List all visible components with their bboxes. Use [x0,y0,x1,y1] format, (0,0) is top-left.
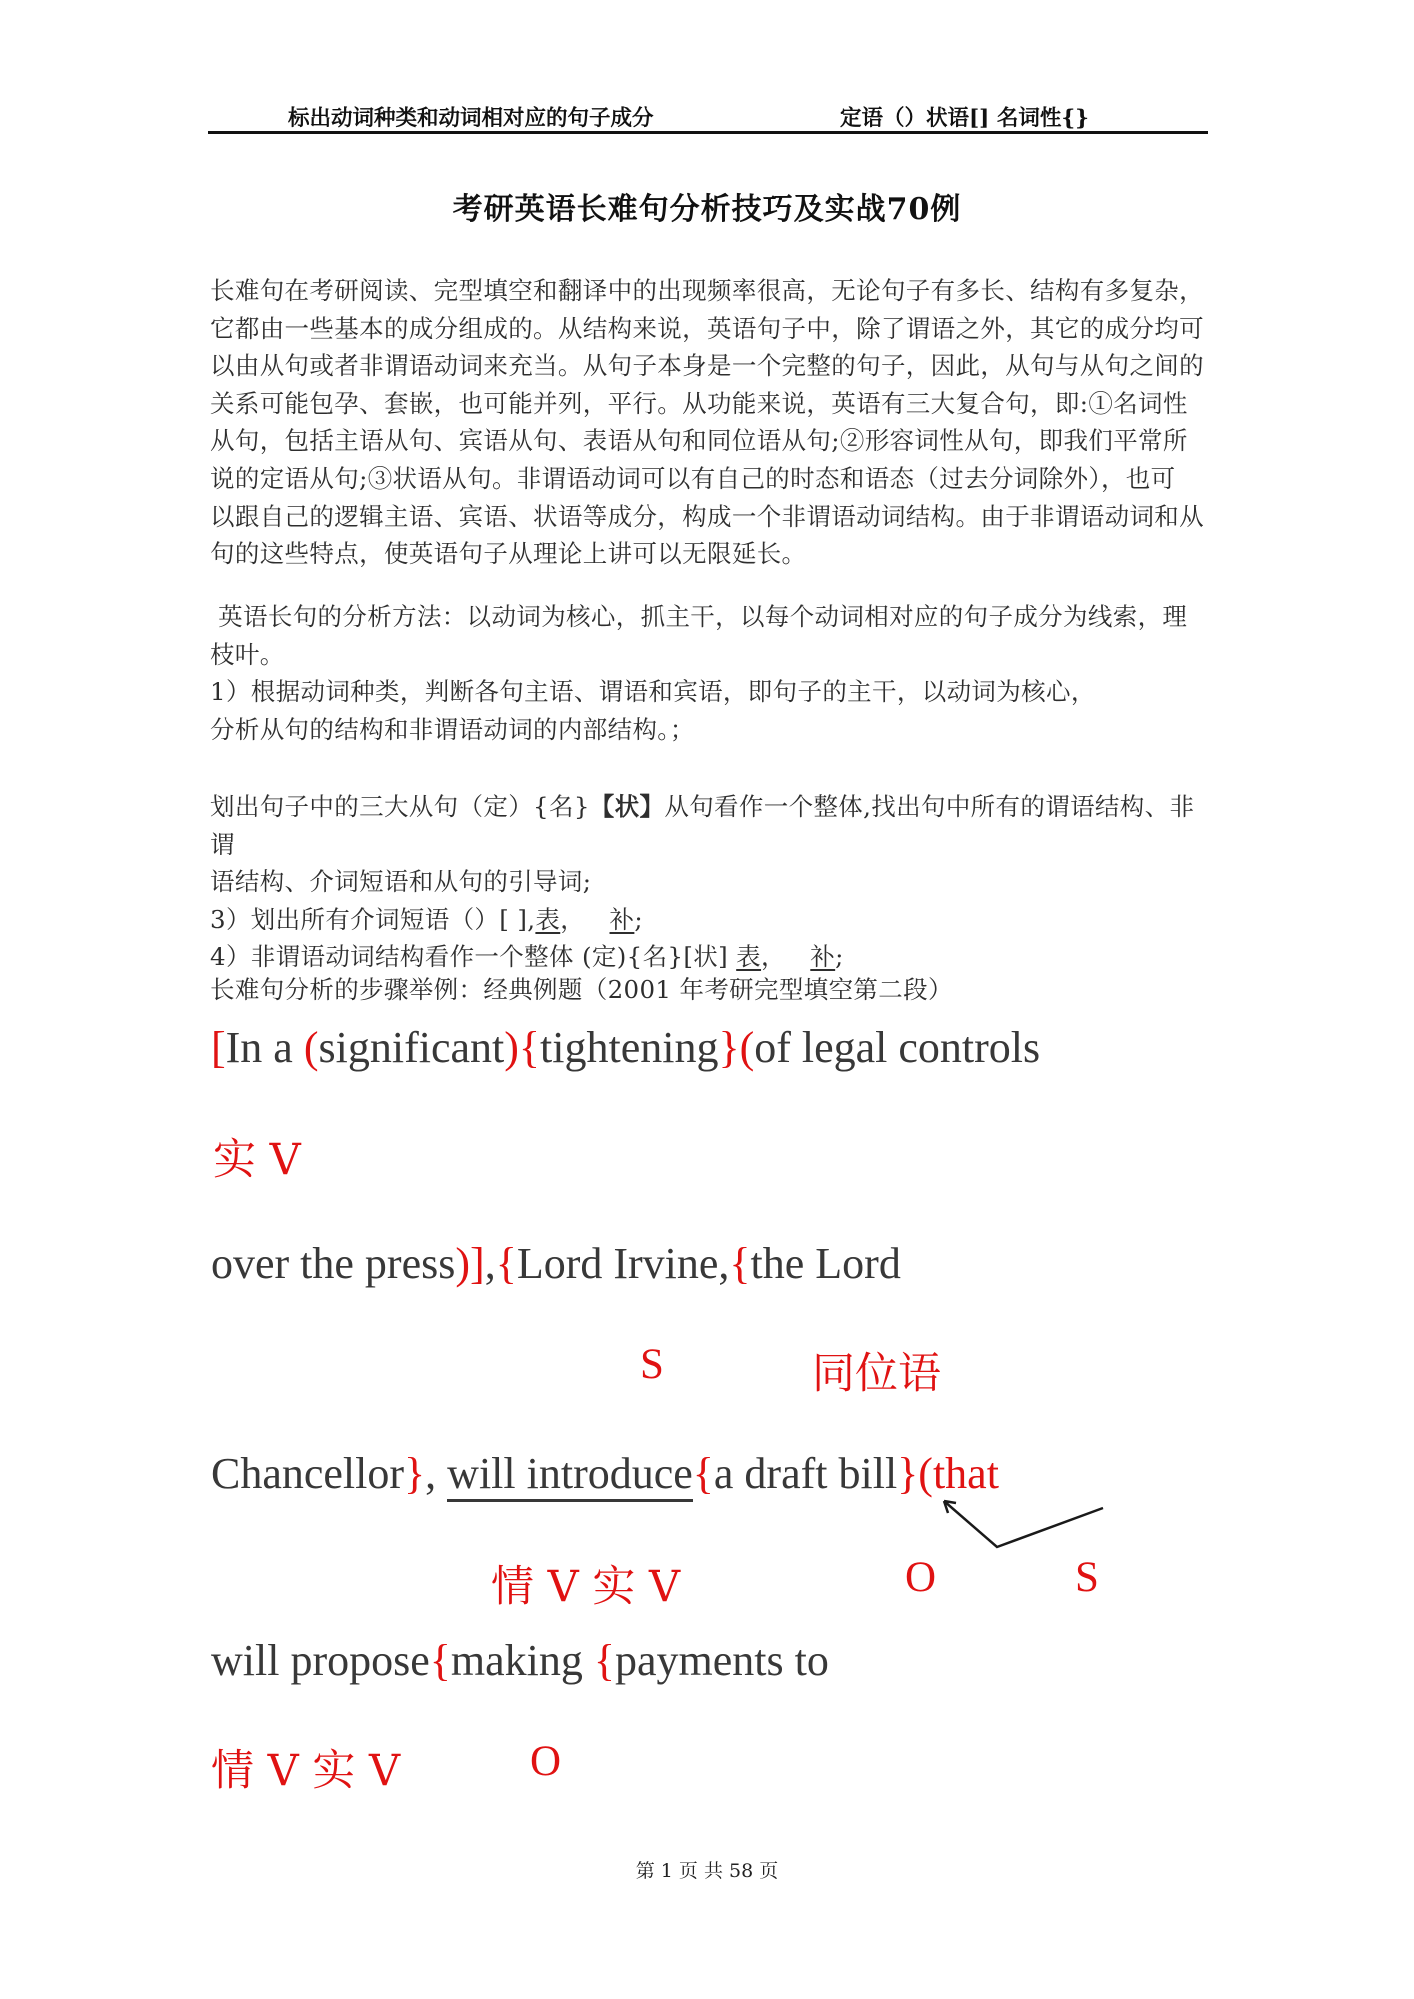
bracket-mark: { [729,1239,751,1288]
example-caption: 长难句分析的步骤举例：经典例题（2001 年考研完型填空第二段） [210,975,953,1004]
sentence-text: tightening [540,1023,719,1072]
example-sentence-line [211,1238,901,1289]
sentence-text: significant [318,1023,505,1072]
annotation-object: O [530,1738,562,1785]
intro-line: 它都由一些基本的成分组成的。从结构来说，英语句子中，除了谓语之外，其它的成分均可 [210,313,1204,343]
method-paragraph [210,598,1210,748]
clause-rule-text: ; [634,904,643,934]
bracket-mark: } [897,1449,919,1498]
bracket-mark: ( [739,1023,755,1072]
header-left-text: 标出动词种类和动词相对应的句子成分 [288,106,654,131]
bracket-mark: { [593,1636,615,1685]
bracket-mark: )] [455,1239,485,1288]
clause-rule-text: ， [560,904,610,934]
intro-paragraph [210,272,1210,573]
red-clause-start: (that [918,1449,999,1498]
annotation-apposition: 同位语 [812,1349,941,1399]
sentence-text: In a [225,1023,304,1072]
clause-rule-text: 4）非谓语动词结构看作一个整体 (定){名}[状] [210,942,737,972]
sentence-text: , [425,1449,448,1498]
clause-rule-line [210,788,1210,863]
clause-rule-text: 划出句子中的三大从句（定）{名} [210,792,590,821]
clause-rule-text: 3）划出所有介词短语（）[ ], [210,904,536,934]
pointer-arrow [928,1490,1118,1560]
bracket-mark: { [429,1636,451,1685]
intro-line: 从句，包括主语从句、宾语从句、表语从句和同位语从句;②形容词性从句，即我们平常所 [210,426,1188,456]
bracket-mark: [ [211,1023,226,1072]
clause-rule-line [210,901,1210,939]
intro-line: 说的定语从句;③状语从句。非谓语动词可以有自己的时态和语态（过去分词除外），也可 [210,463,1176,493]
annotation-qing-v-shi-v: 情 V 实 V [491,1562,681,1612]
sentence-text: Chancellor [211,1449,405,1498]
underlined-term: 补 [810,942,836,972]
sentence-text: making [450,1636,594,1685]
clause-rule-text: ; [835,942,844,972]
intro-line: 关系可能包孕、套嵌，也可能并列，平行。从功能来说，英语有三大复合句，即:①名词性 [210,388,1188,418]
method-line: 分析从句的结构和非谓语动词的内部结构。； [210,714,695,744]
example-sentence-line [211,1022,1040,1073]
annotation-qing-v-shi-v: 情 V 实 V [211,1746,401,1796]
underlined-verb: will introduce [447,1449,693,1502]
method-line: 英语长句的分析方法：以动词为核心，抓主干，以每个动词相对应的句子成分为线索，理 [210,602,1188,631]
sentence-text: payments to [615,1636,829,1685]
underlined-term: 表 [535,904,561,934]
bracket-mark: { [495,1239,517,1288]
bracket-mark: } [404,1449,426,1498]
method-line: 1）根据动词种类，判断各句主语、谓语和宾语，即句子的主干，以动词为核心， [210,677,1096,707]
underlined-term: 表 [736,942,762,972]
clause-rule-text: ， [761,942,811,972]
annotation-shi-v: 实 V [213,1135,301,1185]
sentence-text: over the press [211,1239,456,1288]
intro-line: 句的这些特点，使英语句子从理论上讲可以无限延长。 [210,539,807,569]
method-line: 枝叶。 [210,639,285,669]
clause-rule-bold: 【状】 [589,792,665,821]
bracket-mark: ) [504,1023,519,1072]
intro-line: 以由从句或者非谓语动词来充当。从句子本身是一个完整的句子，因此，从句与从句之间的 [210,351,1204,381]
underlined-term: 补 [609,904,635,934]
annotation-subject: S [640,1341,664,1388]
sentence-text: will propose [211,1636,430,1685]
sentence-text: , [484,1239,496,1288]
bracket-mark: } [718,1023,740,1072]
annotation-subject: S [1075,1554,1099,1601]
intro-line: 长难句在考研阅读、完型填空和翻译中的出现频率很高，无论句子有多长、结构有多复杂， [210,276,1204,305]
bracket-mark: { [518,1023,541,1072]
sentence-text: a draft bill [713,1449,898,1498]
bracket-mark: { [692,1449,714,1498]
header-rule [208,131,1208,134]
page-title: 考研英语长难句分析技巧及实战70例 [452,192,962,227]
example-sentence-line [211,1635,829,1686]
intro-line: 以跟自己的逻辑主语、宾语、状语等成分，构成一个非谓语动词结构。由于非谓语动词和从 [210,501,1204,531]
header-right-legend: 定语（）状语[] 名词性{} [840,106,1089,131]
sentence-text: of legal controls [754,1023,1041,1072]
clause-rules-paragraph [210,788,1210,976]
bracket-mark: ( [303,1023,319,1072]
sentence-text: the Lord [750,1239,901,1288]
page-number-footer: 第 1 页 共 58 页 [635,1860,779,1882]
clause-rule-line: 语结构、介词短语和从句的引导词; [210,867,592,897]
example-sentence-line [211,1448,999,1499]
sentence-text: Lord Irvine, [516,1239,730,1288]
example-caption-block [210,971,1210,1009]
annotation-object: O [905,1554,937,1601]
clause-rule-text: 从句看作一个整体,找出句中所有的谓语结构、非谓 [210,792,1195,859]
